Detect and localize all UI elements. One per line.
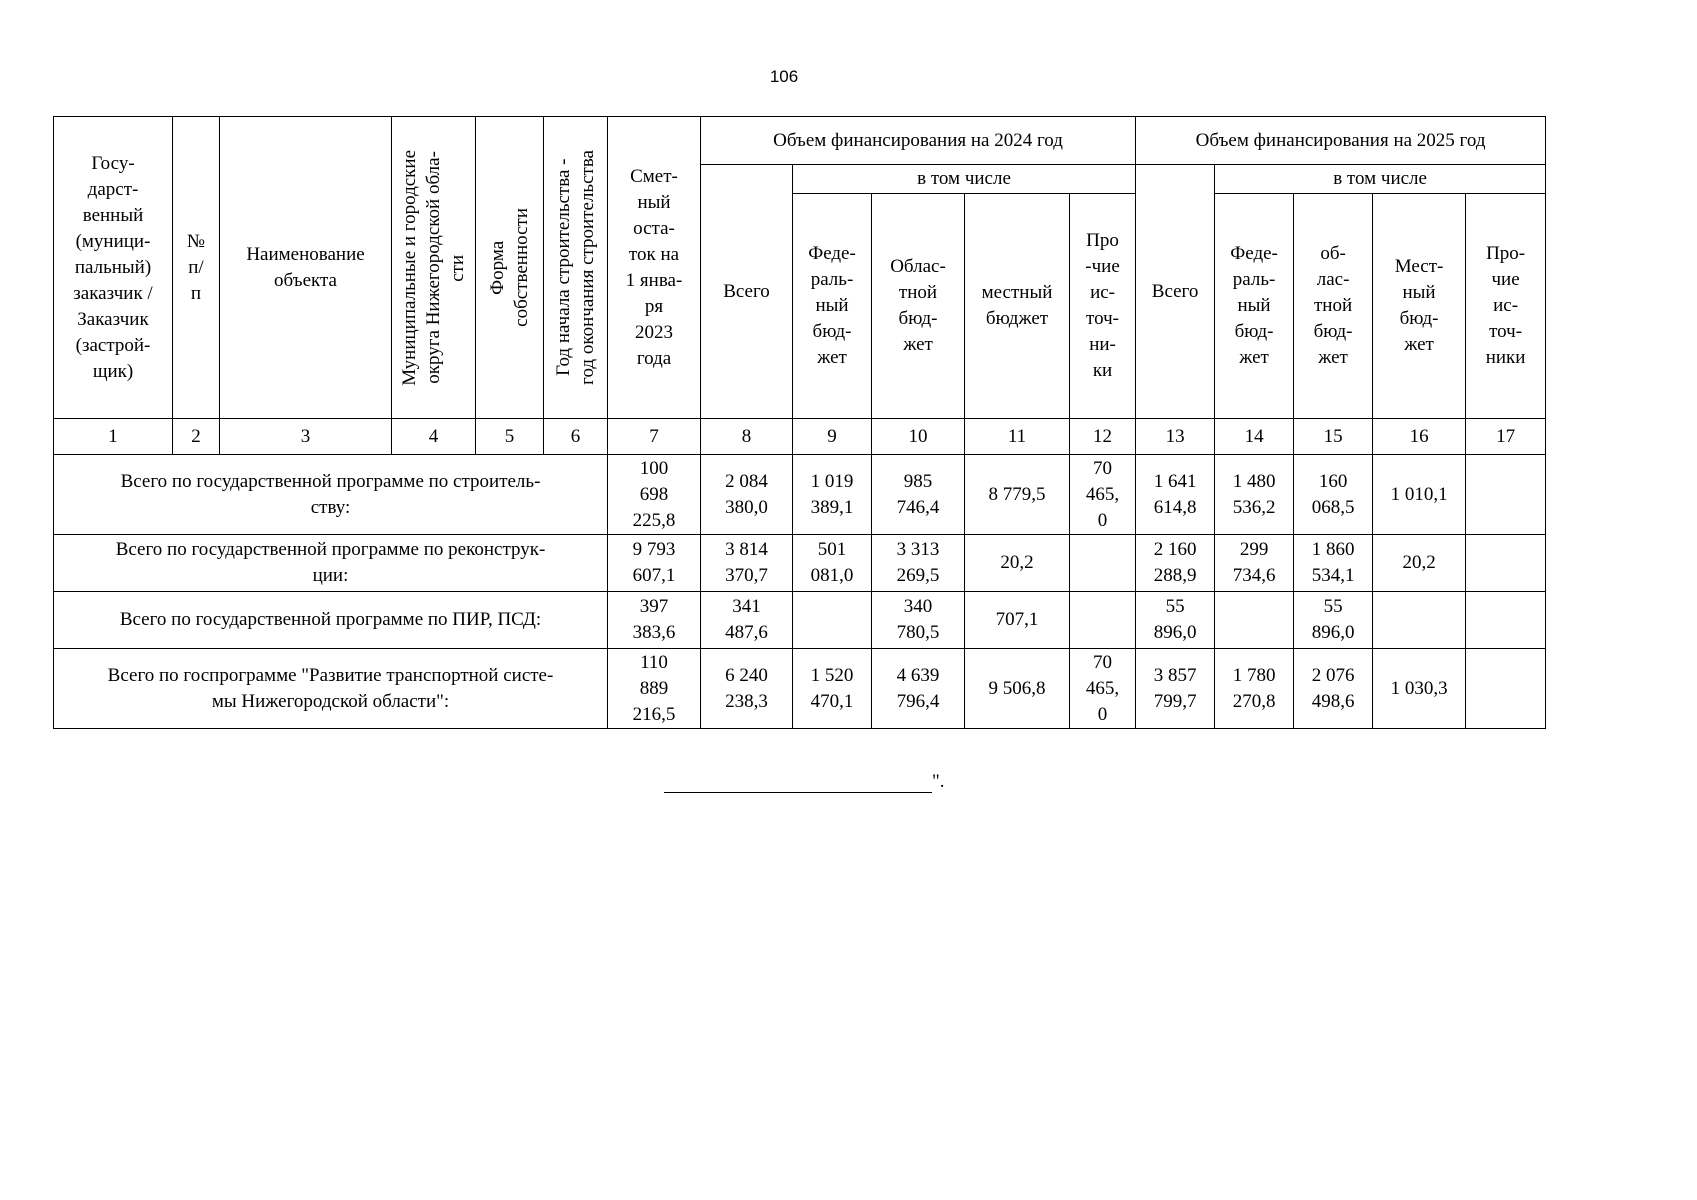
cell-local-2025: 20,2 bbox=[1373, 535, 1466, 592]
cell-total-2024: 6 240 238,3 bbox=[701, 649, 793, 729]
row-label: Всего по государственной программе по ПИР, ПСД: bbox=[54, 592, 608, 649]
row-label: Всего по государственной программе по строитель- ству: bbox=[54, 455, 608, 535]
cell-total-2025: 55 896,0 bbox=[1136, 592, 1215, 649]
column-number: 8 bbox=[701, 419, 793, 455]
header-group-2024: Объем финансирования на 2024 год bbox=[701, 117, 1136, 165]
cell-regional-2025: 2 076 498,6 bbox=[1294, 649, 1373, 729]
column-number: 9 bbox=[793, 419, 872, 455]
cell-other-2025 bbox=[1466, 455, 1546, 535]
cell-total-2025: 2 160 288,9 bbox=[1136, 535, 1215, 592]
page-number: 106 bbox=[769, 67, 799, 86]
cell-federal-2024 bbox=[793, 592, 872, 649]
cell-other-2025 bbox=[1466, 649, 1546, 729]
column-number: 3 bbox=[220, 419, 392, 455]
header-federal-2024: Феде- раль- ный бюд- жет bbox=[793, 194, 872, 419]
header-local-2024: местный бюджет bbox=[965, 194, 1070, 419]
financing-table bbox=[53, 116, 1546, 729]
closing-quote: ". bbox=[932, 771, 945, 792]
cell-local-2025 bbox=[1373, 592, 1466, 649]
cell-estimated-balance: 100 698 225,8 bbox=[608, 455, 701, 535]
cell-estimated-balance: 397 383,6 bbox=[608, 592, 701, 649]
header-including-2024: в том числе bbox=[793, 165, 1136, 194]
cell-local-2024: 8 779,5 bbox=[965, 455, 1070, 535]
cell-federal-2024: 1 520 470,1 bbox=[793, 649, 872, 729]
cell-federal-2025: 1 780 270,8 bbox=[1215, 649, 1294, 729]
column-number: 4 bbox=[392, 419, 476, 455]
cell-federal-2024: 1 019 389,1 bbox=[793, 455, 872, 535]
header-group-2025: Объем финансирования на 2025 год bbox=[1136, 117, 1546, 165]
cell-total-2025: 1 641 614,8 bbox=[1136, 455, 1215, 535]
table-row bbox=[54, 592, 1546, 649]
cell-total-2024: 341 487,6 bbox=[701, 592, 793, 649]
cell-local-2025: 1 030,3 bbox=[1373, 649, 1466, 729]
row-label: Всего по государственной программе по реконструк- ции: bbox=[54, 535, 608, 592]
column-number: 14 bbox=[1215, 419, 1294, 455]
closing-line bbox=[664, 770, 945, 793]
cell-estimated-balance: 9 793 607,1 bbox=[608, 535, 701, 592]
cell-other-2024: 70 465, 0 bbox=[1070, 455, 1136, 535]
column-number: 12 bbox=[1070, 419, 1136, 455]
header-federal-2025: Феде- раль- ный бюд- жет bbox=[1215, 194, 1294, 419]
signature-rule bbox=[664, 770, 932, 793]
header-other-2024: Про -чие ис- точ- ни- ки bbox=[1070, 194, 1136, 419]
cell-other-2025 bbox=[1466, 592, 1546, 649]
column-number: 5 bbox=[476, 419, 544, 455]
column-number: 16 bbox=[1373, 419, 1466, 455]
column-number: 1 bbox=[54, 419, 173, 455]
cell-regional-2025: 160 068,5 bbox=[1294, 455, 1373, 535]
cell-regional-2024: 3 313 269,5 bbox=[872, 535, 965, 592]
column-number: 6 bbox=[544, 419, 608, 455]
cell-other-2024 bbox=[1070, 592, 1136, 649]
cell-local-2024: 9 506,8 bbox=[965, 649, 1070, 729]
table-row bbox=[54, 535, 1546, 592]
cell-total-2024: 2 084 380,0 bbox=[701, 455, 793, 535]
column-number: 2 bbox=[173, 419, 220, 455]
cell-other-2024 bbox=[1070, 535, 1136, 592]
header-other-2025: Про- чие ис- точ- ники bbox=[1466, 194, 1546, 419]
header-object-name: Наименование объекта bbox=[220, 117, 392, 419]
column-number: 7 bbox=[608, 419, 701, 455]
header-regional-2024: Облас- тной бюд- жет bbox=[872, 194, 965, 419]
header-estimated-balance: Смет- ный оста- ток на 1 янва- ря 2023 года bbox=[608, 117, 701, 419]
header-customer: Госу- дарст- венный (муници- пальный) заказчик / Заказчик (застрой- щик) bbox=[54, 117, 173, 419]
cell-local-2024: 20,2 bbox=[965, 535, 1070, 592]
cell-federal-2025: 1 480 536,2 bbox=[1215, 455, 1294, 535]
header-number: № п/ п bbox=[173, 117, 220, 419]
cell-regional-2024: 340 780,5 bbox=[872, 592, 965, 649]
header-regional-2025: об- лас- тной бюд- жет bbox=[1294, 194, 1373, 419]
column-number: 10 bbox=[872, 419, 965, 455]
header-construction-years: Год начала строительства - год окончания строительства bbox=[544, 117, 608, 419]
cell-federal-2025 bbox=[1215, 592, 1294, 649]
column-number: 13 bbox=[1136, 419, 1215, 455]
table-row bbox=[54, 649, 1546, 729]
header-ownership: Форма собственности bbox=[476, 117, 544, 419]
header-including-2025: в том числе bbox=[1215, 165, 1546, 194]
row-label: Всего по госпрограмме "Развитие транспортной систе- мы Нижегородской области": bbox=[54, 649, 608, 729]
table-row bbox=[54, 455, 1546, 535]
header-total-2025: Всего bbox=[1136, 165, 1215, 419]
cell-regional-2024: 4 639 796,4 bbox=[872, 649, 965, 729]
cell-total-2025: 3 857 799,7 bbox=[1136, 649, 1215, 729]
cell-other-2024: 70 465, 0 bbox=[1070, 649, 1136, 729]
header-local-2025: Мест- ный бюд- жет bbox=[1373, 194, 1466, 419]
cell-regional-2024: 985 746,4 bbox=[872, 455, 965, 535]
cell-federal-2024: 501 081,0 bbox=[793, 535, 872, 592]
cell-local-2025: 1 010,1 bbox=[1373, 455, 1466, 535]
cell-federal-2025: 299 734,6 bbox=[1215, 535, 1294, 592]
header-municipality: Муниципальные и городские округа Нижегородской обла- сти bbox=[392, 117, 476, 419]
cell-estimated-balance: 110 889 216,5 bbox=[608, 649, 701, 729]
cell-regional-2025: 55 896,0 bbox=[1294, 592, 1373, 649]
header-total-2024: Всего bbox=[701, 165, 793, 419]
column-number: 15 bbox=[1294, 419, 1373, 455]
cell-local-2024: 707,1 bbox=[965, 592, 1070, 649]
column-number: 11 bbox=[965, 419, 1070, 455]
cell-regional-2025: 1 860 534,1 bbox=[1294, 535, 1373, 592]
column-number: 17 bbox=[1466, 419, 1546, 455]
cell-other-2025 bbox=[1466, 535, 1546, 592]
column-number-row bbox=[54, 419, 1546, 455]
cell-total-2024: 3 814 370,7 bbox=[701, 535, 793, 592]
